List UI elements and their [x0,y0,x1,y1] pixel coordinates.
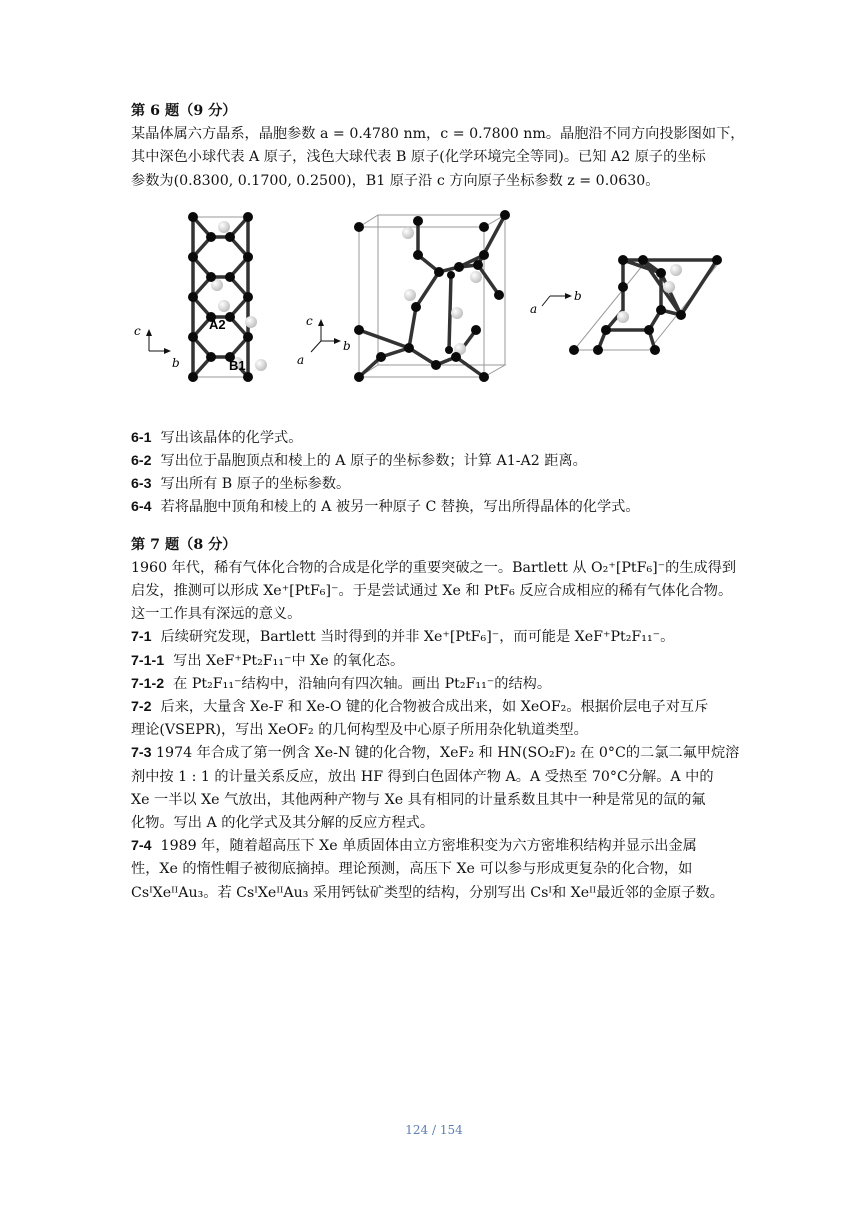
q7-item-3-text: 在 Pt₂F₁₁⁻结构中，沿轴向有四次轴。画出 Pt₂F₁₁⁻的结构。 [173,675,552,692]
q7-item-2-num: 7-1-1 [131,652,165,669]
q7-item-3-num: 7-1-2 [131,675,165,692]
axis-b-3: b [574,288,582,303]
axis-b-2: b [343,338,351,353]
q7-intro-2: 启发，推测可以形成 Xe⁺[PtF₆]⁻。于是尝试通过 Xe 和 PtF₆ 反应合成相应的稀有气体化合物。 [131,583,733,600]
q7-item-7: 剂中按 1 : 1 的计量关系反应，放出 HF 得到白色固体产物 A。A 受热至 70°C分解。A 中的 [131,768,714,785]
projection-2 [297,210,510,382]
q6-item-4-text: 若将晶胞中顶角和棱上的 A 被另一种原子 C 替换，写出所得晶体的化学式。 [160,499,640,516]
q6-item-1-text: 写出该晶体的化学式。 [160,429,303,446]
q7-item-1-num: 7-1 [131,629,152,646]
q6-item-4-num: 6-4 [131,499,152,516]
q7-item-10-num: 7-4 [131,838,152,855]
q7-title: 第 7 题（8 分） [131,536,237,553]
q7-item-9: 化物。写出 A 的化学式及其分解的反应方程式。 [131,815,435,832]
projection-1 [134,212,267,382]
q6-item-2-num: 6-2 [131,453,152,470]
document-page [131,100,745,905]
q7-item-1 [131,626,741,649]
axis-a-2: a [297,352,305,367]
q6-title: 第 6 题（9 分） [131,103,237,119]
q6-item-2 [131,450,741,473]
crystal-figure-svg [131,205,741,417]
q7-item-12: CsᴵXeᴵᴵAu₃。若 CsᴵXeᴵᴵAu₃ 采用钙钛矿类型的结构，分别写出 Csᴵ和 Xeᴵᴵ最近邻的金原子数。 [131,884,724,901]
q7-intro-1: 1960 年代，稀有气体化合物的合成是化学的重要突破之一。Bartlett 从 O₂⁺[PtF₆]⁻的生成得到 [131,559,737,576]
q6-item-3-num: 6-3 [131,476,152,493]
page-current: 124 [405,1123,429,1137]
q7-item-10 [131,835,741,858]
q6-item-1 [131,427,741,450]
label-b1: B1 [229,357,246,373]
axis-c-2: c [306,313,313,328]
q7-item-8: Xe 一半以 Xe 气放出，其他两种产物与 Xe 具有相同的计量系数且其中一种是常见的氙的氟 [131,791,706,808]
q7-item-6-num: 7-3 [131,745,152,762]
q7-item-5: 理论(VSEPR)，写出 XeOF₂ 的几何构型及中心原子所用杂化轨道类型。 [131,722,588,739]
q7-item-2-text: 写出 XeF⁺Pt₂F₁₁⁻中 Xe 的氧化态。 [173,652,405,669]
q7-item-4-num: 7-2 [131,699,152,716]
q7-item-11: 性，Xe 的惰性帽子被彻底摘掉。理论预测，高压下 Xe 可以参与形成更复杂的化合物，如 [131,861,693,878]
label-a2: A2 [209,316,226,332]
axis-b-1: b [172,355,180,370]
crystal-projection-figure [131,205,741,417]
q6-intro-1: 某晶体属六方晶系，晶胞参数 a = 0.4780 nm，c = 0.7800 nm。晶胞沿不同方向投影图如下， [131,126,745,143]
q7-item-4-text: 后来，大量含 Xe-F 和 Xe-O 键的化合物被合成出来，如 XeOF₂。根据价层电子对互斥 [160,699,709,716]
q6-item-1-num: 6-1 [131,429,152,446]
q7-item-10-text: 1989 年，随着超高压下 Xe 单质固体由立方密堆积变为六方密堆积结构并显示出金属 [160,838,697,855]
q6-item-3 [131,473,741,496]
q7-item-6 [131,742,741,765]
q6-item-2-text: 写出位于晶胞顶点和棱上的 A 原子的坐标参数；计算 A1-A2 距离。 [160,453,587,470]
axis-c-1: c [134,323,141,338]
q7-item-6-text: 1974 年合成了第一例含 Xe-N 键的化合物，XeF₂ 和 HN(SO₂F)₂ 在 0°C的二氯二氟甲烷溶 [156,745,740,762]
q7-item-2 [131,650,741,673]
q6-item-3-text: 写出所有 B 原子的坐标参数。 [160,476,351,493]
q7-intro-3: 这一工作具有深远的意义。 [131,606,302,623]
axis-a-3: a [530,301,538,316]
q6-intro-3: 参数为(0.8300, 0.1700, 0.2500)，B1 原子沿 c 方向原子坐标参数 z = 0.0630。 [131,172,660,189]
q7-item-4 [131,696,741,719]
q6-intro-2: 其中深色小球代表 A 原子，浅色大球代表 B 原子(化学环境完全等同)。已知 A2 原子的坐标 [131,149,706,166]
page-separator: / [431,1123,437,1137]
q7-item-1-text: 后续研究发现，Bartlett 当时得到的并非 Xe⁺[PtF₆]⁻，而可能是 XeF⁺Pt₂F₁₁⁻。 [160,629,675,646]
page-number [0,1123,868,1137]
q7-item-3 [131,673,741,696]
projection-3 [530,255,722,355]
page-total: 154 [439,1123,463,1137]
q6-item-4 [131,496,741,519]
